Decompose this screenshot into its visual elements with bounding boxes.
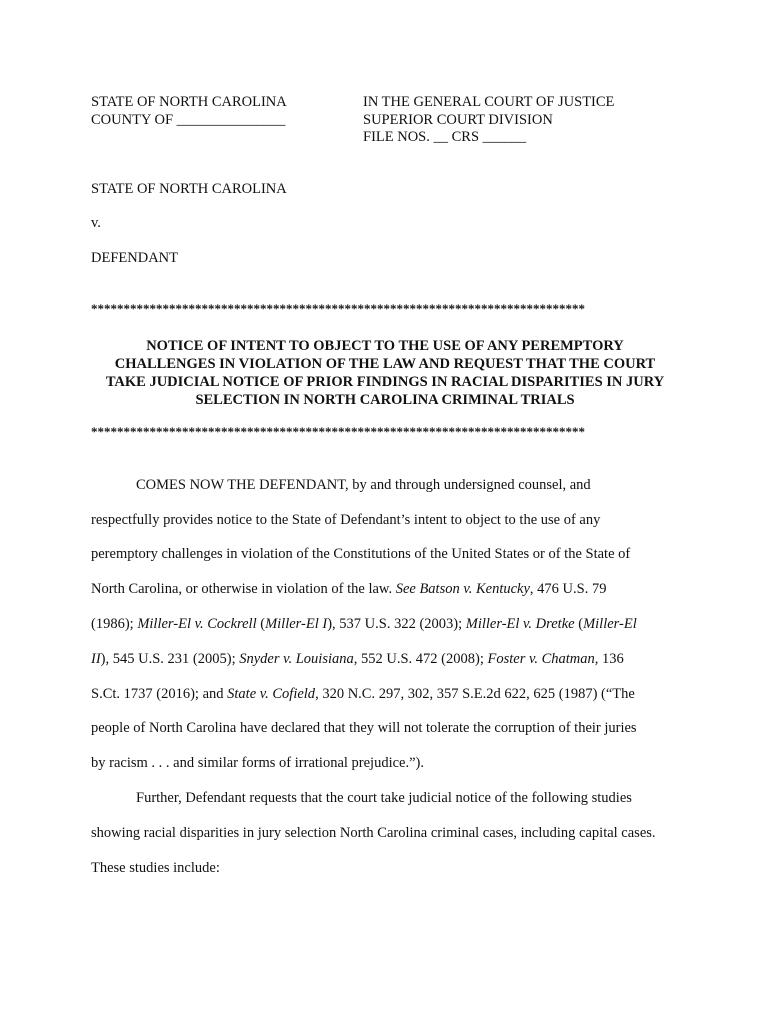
case-citation: Miller-El — [583, 616, 637, 632]
party-plaintiff: STATE OF NORTH CAROLINA — [91, 181, 287, 197]
caption-left — [91, 94, 287, 129]
text-run: , 320 N.C. 297, 302, 357 S.E.2d 622, 625 (1987) (“The — [315, 686, 635, 702]
body-line-1: COMES NOW THE DEFENDANT, by and through undersigned counsel, and — [136, 477, 591, 493]
document-title — [80, 337, 690, 409]
case-citation: Foster v. Chatman — [487, 651, 595, 667]
case-citation: Miller-El v. Dretke — [465, 616, 575, 632]
text-run: North Carolina, or otherwise in violation of the law. — [91, 581, 396, 597]
caption-file-nos: FILE NOS. __ CRS ______ — [363, 129, 527, 145]
body-line-5 — [91, 616, 637, 633]
caption-right — [363, 94, 614, 147]
text-run: , 476 U.S. 79 — [529, 581, 607, 597]
case-citation: Miller-El I — [265, 616, 328, 632]
case-citation: Snyder v. Louisiana — [239, 651, 354, 667]
body-line-6 — [91, 651, 624, 668]
caption-court: IN THE GENERAL COURT OF JUSTICE — [363, 94, 615, 110]
title-line: TAKE JUDICIAL NOTICE OF PRIOR FINDINGS IN RACIAL DISPARITIES IN JURY — [105, 374, 665, 390]
text-run: ( — [256, 616, 266, 632]
body-line-12: These studies include: — [91, 860, 220, 876]
body-line-9: by racism . . . and similar forms of irrational prejudice.”). — [91, 755, 424, 771]
body-line-2: respectfully provides notice to the State of Defendant’s intent to object to the use of any — [91, 512, 601, 528]
text-run: , 136 — [594, 651, 624, 667]
text-run: , 552 U.S. 472 (2008); — [353, 651, 488, 667]
caption-state: STATE OF NORTH CAROLINA — [91, 94, 287, 110]
separator-top: **************************************************************************** — [91, 301, 585, 316]
title-line: NOTICE OF INTENT TO OBJECT TO THE USE OF ANY PEREMPTORY — [146, 338, 624, 354]
body-line-3: peremptory challenges in violation of the Constitutions of the United States or of the State of — [91, 546, 631, 562]
body-line-11: showing racial disparities in jury selection North Carolina criminal cases, including capital cases. — [91, 825, 656, 841]
body-line-4 — [91, 581, 606, 598]
title-line: SELECTION IN NORTH CAROLINA CRIMINAL TRIALS — [195, 392, 575, 408]
body-line-7 — [91, 686, 635, 703]
party-versus: v. — [91, 215, 101, 231]
title-line: CHALLENGES IN VIOLATION OF THE LAW AND REQUEST THAT THE COURT — [114, 356, 656, 372]
case-citation: See Batson v. Kentucky — [395, 581, 530, 597]
party-defendant: DEFENDANT — [91, 250, 178, 266]
text-run: (1986); — [91, 616, 138, 632]
case-citation: II — [91, 651, 101, 667]
text-run: ( — [574, 616, 584, 632]
text-run: ), 545 U.S. 231 (2005); — [100, 651, 240, 667]
text-run: S.Ct. 1737 (2016); and — [91, 686, 228, 702]
caption-division: SUPERIOR COURT DIVISION — [363, 111, 553, 128]
body-line-8: people of North Carolina have declared that they will not tolerate the corruption of their juries — [91, 720, 637, 736]
case-citation: Miller-El v. Cockrell — [137, 616, 257, 632]
text-run: ), 537 U.S. 322 (2003); — [327, 616, 466, 632]
separator-bottom: **************************************************************************** — [91, 424, 585, 439]
caption-county: COUNTY OF _______________ — [91, 111, 286, 128]
case-citation: State v. Cofield — [227, 686, 316, 702]
body-line-10: Further, Defendant requests that the court take judicial notice of the following studies — [136, 790, 632, 806]
